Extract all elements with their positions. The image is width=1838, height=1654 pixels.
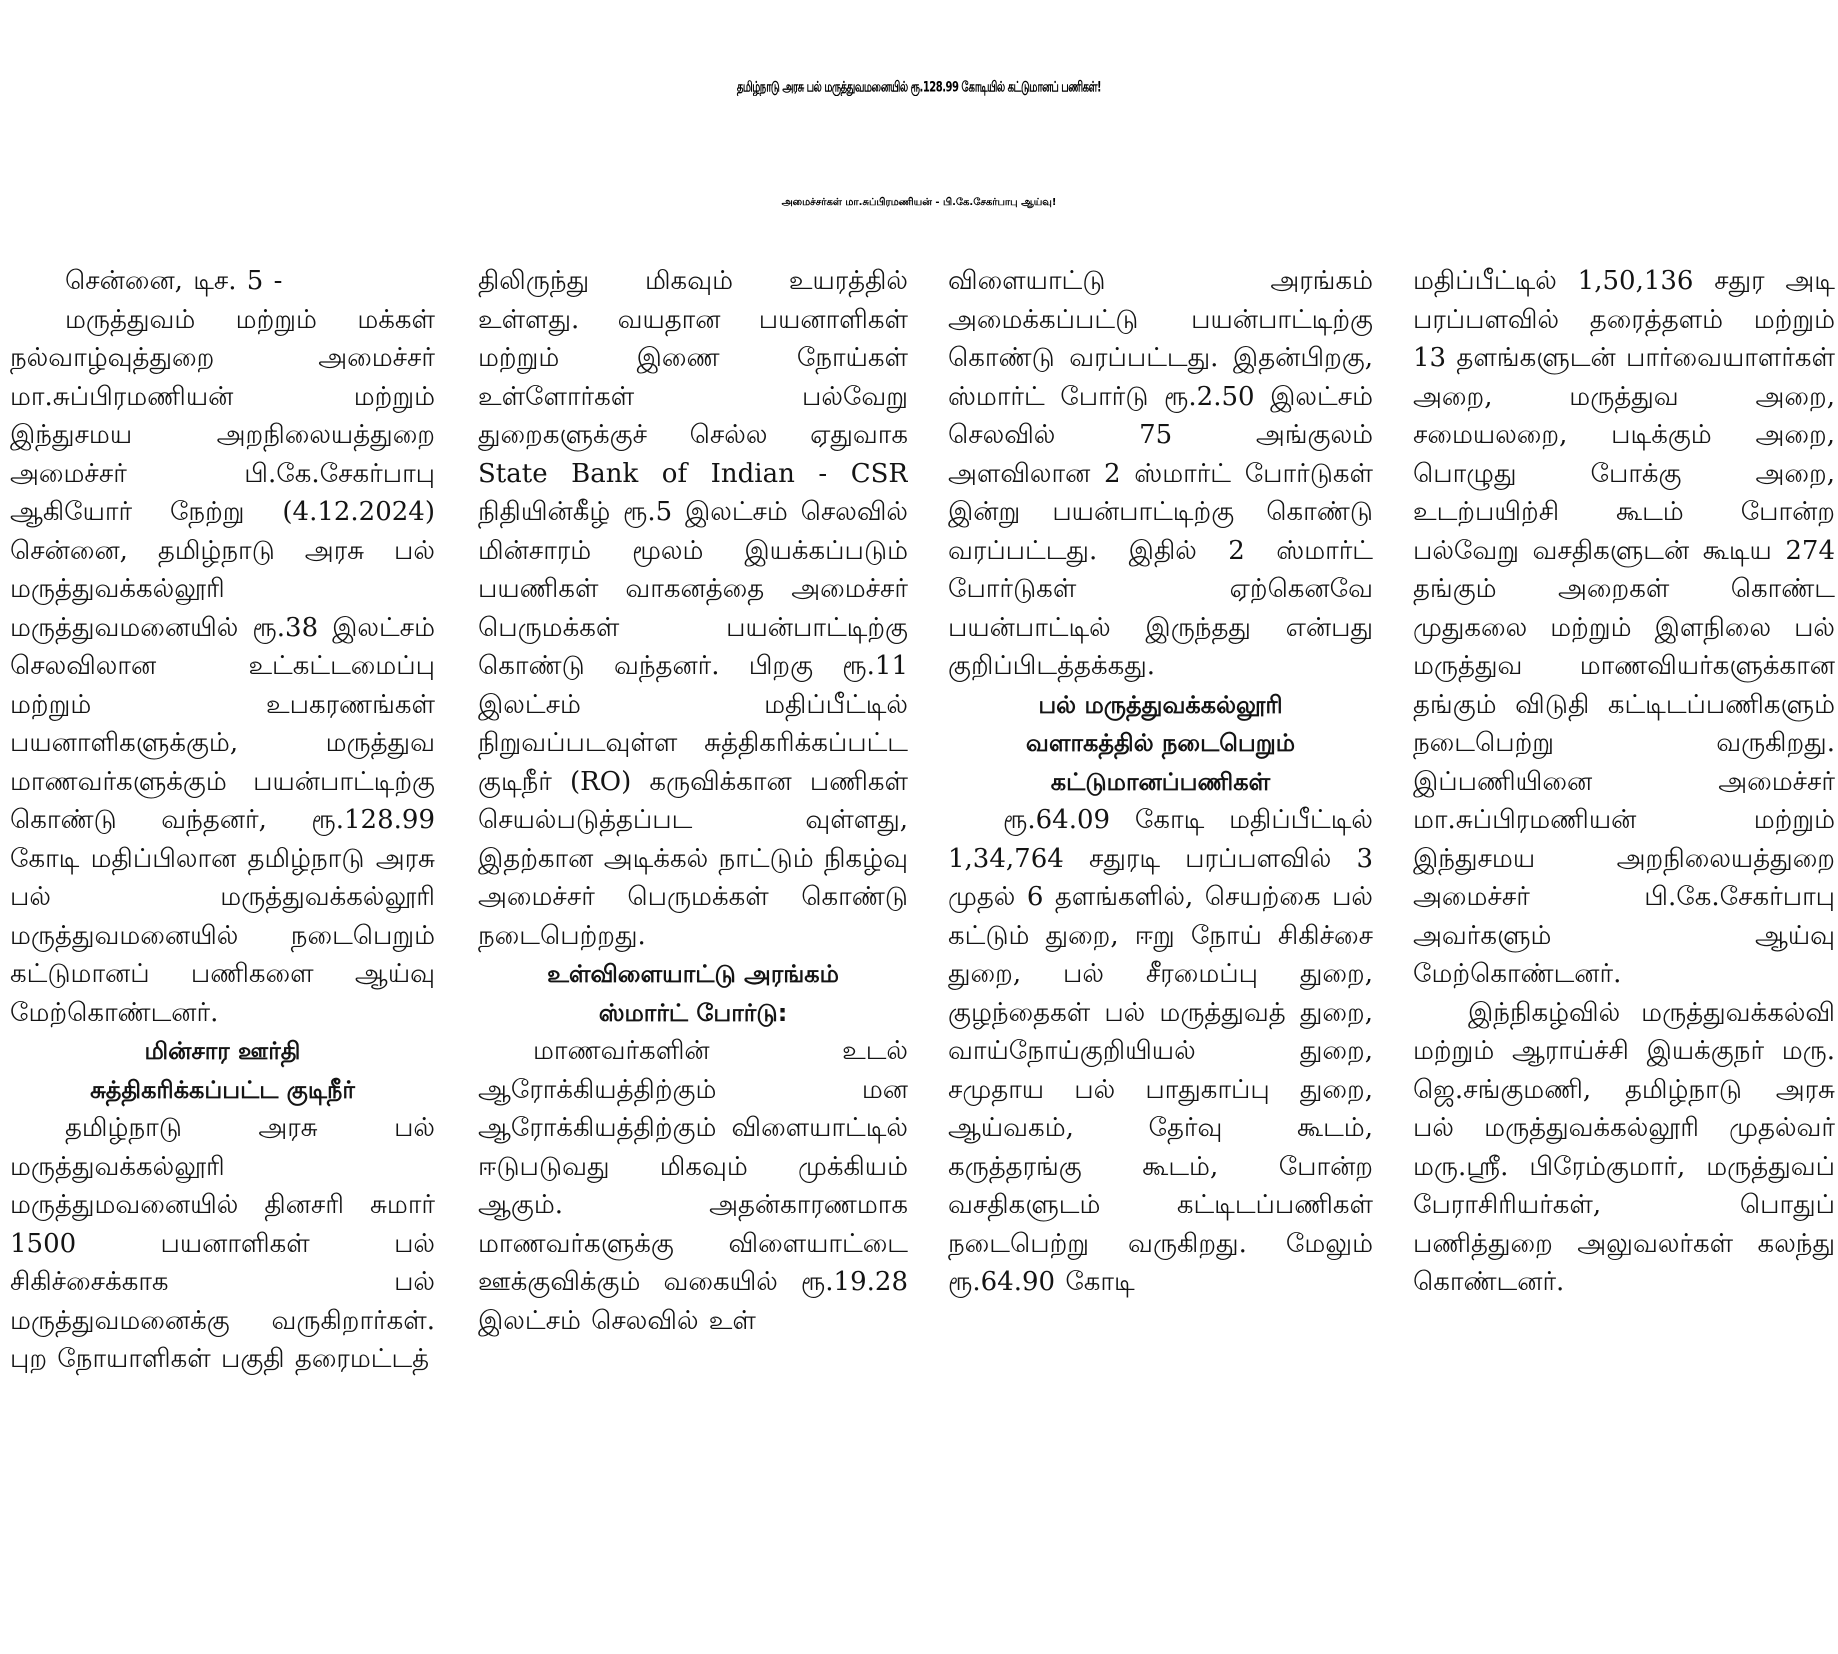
article-paragraph: மதிப்பீட்டில் 1,50,136 சதுர அடி பரப்பளவில் தரைத்தளம் மற்றும் 13 தளங்களுடன் பார்வையாளர்கள் அறை, மருத்துவ அறை, சமையலறை, படிக்கும் அறை, பொழுது போக்கு அறை, உடற்பயிற்சி கூடம் போன்ற பல்வேறு வசதிகளுடன் கூடிய 274 தங்கும் அறைகள் கொண்ட முதுகலை மற்றும் இளநிலை பல் மருத்துவ மாணவியர்களுக்கான தங்கும் விடுதி கட்டிடப்பணிகளும் நடைபெற்று வருகிறது. இப்பணியினை அமைச்சர் மா.சுப்பிரமணியன் மற்றும் இந்துசமய அறநிலையத்துறை அமைச்சர் பி.கே.சேகர்பாபு அவர்களும் ஆய்வு மேற்கொண்டனர்.: [1413, 266, 1835, 989]
dateline: சென்னை, டிச. 5 -: [65, 266, 283, 296]
article-paragraph: விளையாட்டு அரங்கம் அமைக்கப்பட்டு பயன்பாட்டிற்கு கொண்டு வரப்பட்டது. இதன்பிறகு, ஸ்மார்ட் போர்டு ரூ.2.50 இலட்சம் செலவில் 75 அங்குலம் அளவிலான 2 ஸ்மார்ட் போர்டுகள் இன்று பயன்பாட்டிற்கு கொண்டு வரப்பட்டது. இதில் 2 ஸ்மார்ட் போர்டுகள் ஏற்கெனவே பயன்பாட்டில் இருந்தது என்பது குறிப்பிடத்தக்கது.: [948, 266, 1373, 681]
subheadline: அமைச்சர்கள் மா.சுப்பிரமணியன் - பி.கே.சேகர்பாபு ஆய்வு!: [781, 197, 1057, 208]
section-heading: சுத்திகரிக்கப்பட்ட குடிநீர்: [90, 1075, 355, 1104]
article-column-1: [10, 262, 435, 1652]
article-column-3: [948, 262, 1373, 1652]
article-paragraph: தமிழ்நாடு அரசு பல் மருத்துவக்கல்லூரி மருத்துமவனையில் தினசரி சுமார் 1500 பயனாளிகள் பல் சிகிச்சைக்காக பல் மருத்துவமனைக்கு வருகிறார்கள். புற நோயாளிகள் பகுதி தரைமட்டத்: [10, 1113, 435, 1374]
article-paragraph: இந்நிகழ்வில் மருத்துவக்கல்வி மற்றும் ஆராய்ச்சி இயக்குநர் மரு. ஜெ.சங்குமணி, தமிழ்நாடு அரசு பல் மருத்துவக்கல்லூரி முதல்வர் மரு.ஸ்ரீ. பிரேம்குமார், மருத்துவப் பேராசிரியர்கள், பொதுப் பணித்துறை அலுவலர்கள் கலந்து கொண்டனர்.: [1413, 997, 1835, 1297]
section-heading: வளாகத்தில் நடைபெறும்: [1025, 729, 1296, 757]
article-paragraph: மருத்துவம் மற்றும் மக்கள் நல்வாழ்வுத்துறை அமைச்சர் மா.சுப்பிரமணியன் மற்றும் இந்துசமய அறநிலையத்துறை அமைச்சர் பி.கே.சேகர்பாபு ஆகியோர் நேற்று (4.12.2024) சென்னை, தமிழ்நாடு அரசு பல் மருத்துவக்கல்லூரி மருத்துவமனையில் ரூ.38 இலட்சம் செலவிலான உட்கட்டமைப்பு மற்றும் உபகரணங்கள் பயனாளிகளுக்கும், மருத்துவ மாணவர்களுக்கும் பயன்பாட்டிற்கு கொண்டு வந்தனர், ரூ.128.99 கோடி மதிப்பிலான தமிழ்நாடு அரசு பல் மருத்துவக்கல்லூரி மருத்துவமனையில் நடைபெறும் கட்டுமானப் பணிகளை ஆய்வு மேற்கொண்டனர்.: [10, 304, 435, 1028]
section-heading: கட்டுமானப்பணிகள்: [1050, 767, 1271, 796]
article-column-2: [478, 262, 908, 1652]
section-heading: மின்சார ஊர்தி: [144, 1037, 301, 1065]
section-heading: பல் மருத்துவக்கல்லூரி: [1038, 690, 1283, 719]
article-column-4: [1413, 262, 1835, 1652]
section-heading: ஸ்மார்ட் போர்டு:: [598, 998, 788, 1027]
article-paragraph: மாணவர்களின் உடல் ஆரோக்கியத்திற்கும் மன ஆரோக்கியத்திற்கும் விளையாட்டில் ஈடுபடுவது மிகவும் முக்கியம் ஆகும். அதன்காரணமாக மாணவர்களுக்கு விளையாட்டை ஊக்குவிக்கும் வகையில் ரூ.19.28 இலட்சம் செலவில் உள்: [478, 1036, 908, 1336]
article-paragraph: திலிருந்து மிகவும் உயரத்தில் உள்ளது. வயதான பயனாளிகள் மற்றும் இணை நோய்கள் உள்ளோர்கள் பல்வேறு துறைகளுக்குச் செல்ல ஏதுவாக State Bank of Indian - CSR நிதியின்கீழ் ரூ.5 இலட்சம் செலவில் மின்சாரம் மூலம் இயக்கப்படும் பயணிகள் வாகனத்தை அமைச்சர் பெருமக்கள் பயன்பாட்டிற்கு கொண்டு வந்தனர். பிறகு ரூ.11 இலட்சம் மதிப்பீட்டில் நிறுவப்படவுள்ள சுத்திகரிக்கப்பட்ட குடிநீர் (RO) கருவிக்கான பணிகள் செயல்படுத்தப்பட வுள்ளது, இதற்கான அடிக்கல் நாட்டும் நிகழ்வு அமைச்சர் பெருமக்கள் கொண்டு நடைபெற்றது.: [478, 266, 908, 951]
article-paragraph: ரூ.64.09 கோடி மதிப்பீட்டில் 1,34,764 சதுரடி பரப்பளவில் 3 முதல் 6 தளங்களில், செயற்கை பல் கட்டும் துறை, ஈறு நோய் சிகிச்சை துறை, பல் சீரமைப்பு துறை, குழந்தைகள் பல் மருத்துவத் துறை, வாய்நோய்குறியியல் துறை, சமுதாய பல் பாதுகாப்பு துறை, ஆய்வகம், தேர்வு கூடம், கருத்தரங்கு கூடம், போன்ற வசதிகளுடம் கட்டிடப்பணிகள் நடைபெற்று வருகிறது. மேலும் ரூ.64.90 கோடி: [948, 805, 1373, 1297]
headline: தமிழ்நாடு அரசு பல் மருத்துவமனையில் ரூ.128.99 கோடியில் கட்டுமானப் பணிகள்!: [736, 79, 1102, 96]
section-heading: உள்விளையாட்டு அரங்கம்: [547, 960, 839, 988]
